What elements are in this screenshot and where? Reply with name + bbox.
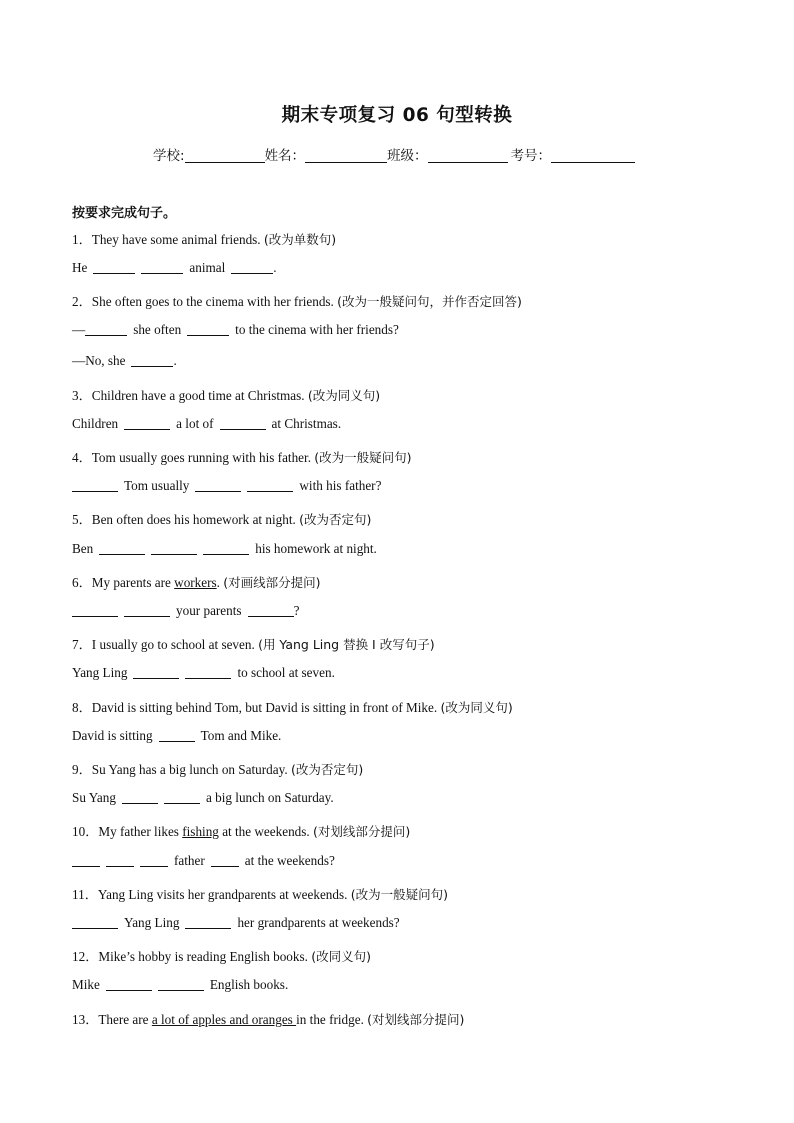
answer-blank[interactable] <box>195 479 241 492</box>
school-blank[interactable] <box>185 148 265 163</box>
answer-blank[interactable] <box>85 323 127 336</box>
answer-blank[interactable] <box>124 604 170 617</box>
name-blank[interactable] <box>305 148 387 163</box>
answer-blank[interactable] <box>106 978 152 991</box>
answer-blank[interactable] <box>72 916 118 929</box>
answer-blank[interactable] <box>122 791 158 804</box>
answer-blank[interactable] <box>211 854 239 867</box>
answer-blank[interactable] <box>231 261 273 274</box>
answer-3: Children a lot of at Christmas. <box>72 416 342 431</box>
question-6: 6．My parents are workers. (对画线部分提问) <box>72 575 321 590</box>
answer-blank[interactable] <box>72 604 118 617</box>
answer-7: Yang Ling to school at seven. <box>72 665 335 680</box>
question-7: 7．I usually go to school at seven. (用 Yang Ling 替换 I 改写句子) <box>72 637 435 652</box>
class-label: 班级： <box>387 148 428 164</box>
question-8: 8．David is sitting behind Tom, but David is sitting in front of Mike. (改为同义句) <box>72 700 513 715</box>
answer-11: Yang Ling her grandparents at weekends? <box>72 915 400 931</box>
answer-blank[interactable] <box>164 791 200 804</box>
answer-blank[interactable] <box>124 417 170 430</box>
answer-5: Ben his homework at night. <box>72 541 377 556</box>
answer-blank[interactable] <box>106 854 134 867</box>
answer-blank[interactable] <box>248 604 294 617</box>
answer-4: Tom usually with his father? <box>72 478 381 494</box>
answer-8: David is sitting Tom and Mike. <box>72 728 282 743</box>
name-label: 姓名： <box>264 148 306 164</box>
answer-10: father at the weekends? <box>72 853 335 869</box>
answer-12: Mike English books. <box>72 977 289 992</box>
answer-1: He animal . <box>72 260 277 275</box>
question-12: 12．Mike’s hobby is reading English books. (改同义句) <box>72 949 371 964</box>
answer-blank[interactable] <box>158 978 204 991</box>
answer-blank[interactable] <box>220 417 266 430</box>
answer-blank[interactable] <box>141 261 183 274</box>
section-heading: 按要求完成句子。 <box>72 206 177 221</box>
question-13: 13．There are a lot of apples and oranges in the fridge. (对划线部分提问) <box>72 1012 465 1027</box>
answer-blank[interactable] <box>185 916 231 929</box>
answer-blank[interactable] <box>99 542 145 555</box>
answer-blank[interactable] <box>133 666 179 679</box>
question-1: 1．They have some animal friends. (改为单数句) <box>72 232 337 247</box>
exam-no-label: 考号： <box>510 148 552 164</box>
exam-no-blank[interactable] <box>551 148 635 163</box>
question-10: 10．My father likes fishing at the weekends. (对划线部分提问) <box>72 824 411 839</box>
student-info-row <box>153 144 635 164</box>
class-blank[interactable] <box>428 148 508 163</box>
answer-blank[interactable] <box>151 542 197 555</box>
school-label: 学校: <box>153 148 185 164</box>
question-2: 2．She often goes to the cinema with her friends. (改为一般疑问句，并作否定回答) <box>72 294 522 309</box>
answer-blank[interactable] <box>93 261 135 274</box>
question-4: 4．Tom usually goes running with his father. (改为一般疑问句) <box>72 450 412 465</box>
answer-blank[interactable] <box>187 323 229 336</box>
answer-2b: —No, she . <box>72 353 177 368</box>
question-3: 3．Children have a good time at Christmas. (改为同义句) <box>72 388 381 403</box>
answer-blank[interactable] <box>203 542 249 555</box>
answer-6: your parents ? <box>72 603 299 619</box>
answer-blank[interactable] <box>185 666 231 679</box>
question-5: 5．Ben often does his homework at night. (改为否定句) <box>72 512 372 527</box>
answer-blank[interactable] <box>159 729 195 742</box>
underlined-word: fishing <box>182 824 219 839</box>
question-9: 9．Su Yang has a big lunch on Saturday. (改为否定句) <box>72 762 364 777</box>
answer-9: Su Yang a big lunch on Saturday. <box>72 790 334 805</box>
underlined-word: workers <box>174 575 217 590</box>
question-11: 11．Yang Ling visits her grandparents at weekends. (改为一般疑问句) <box>72 887 448 902</box>
answer-blank[interactable] <box>247 479 293 492</box>
page-title: 期末专项复习 06 句型转换 <box>281 105 513 126</box>
underlined-phrase: a lot of apples and oranges <box>151 1012 297 1027</box>
answer-blank[interactable] <box>140 854 168 867</box>
answer-blank[interactable] <box>72 479 118 492</box>
answer-blank[interactable] <box>131 354 173 367</box>
answer-blank[interactable] <box>72 854 100 867</box>
answer-2: — she often to the cinema with her friends? <box>72 322 399 337</box>
